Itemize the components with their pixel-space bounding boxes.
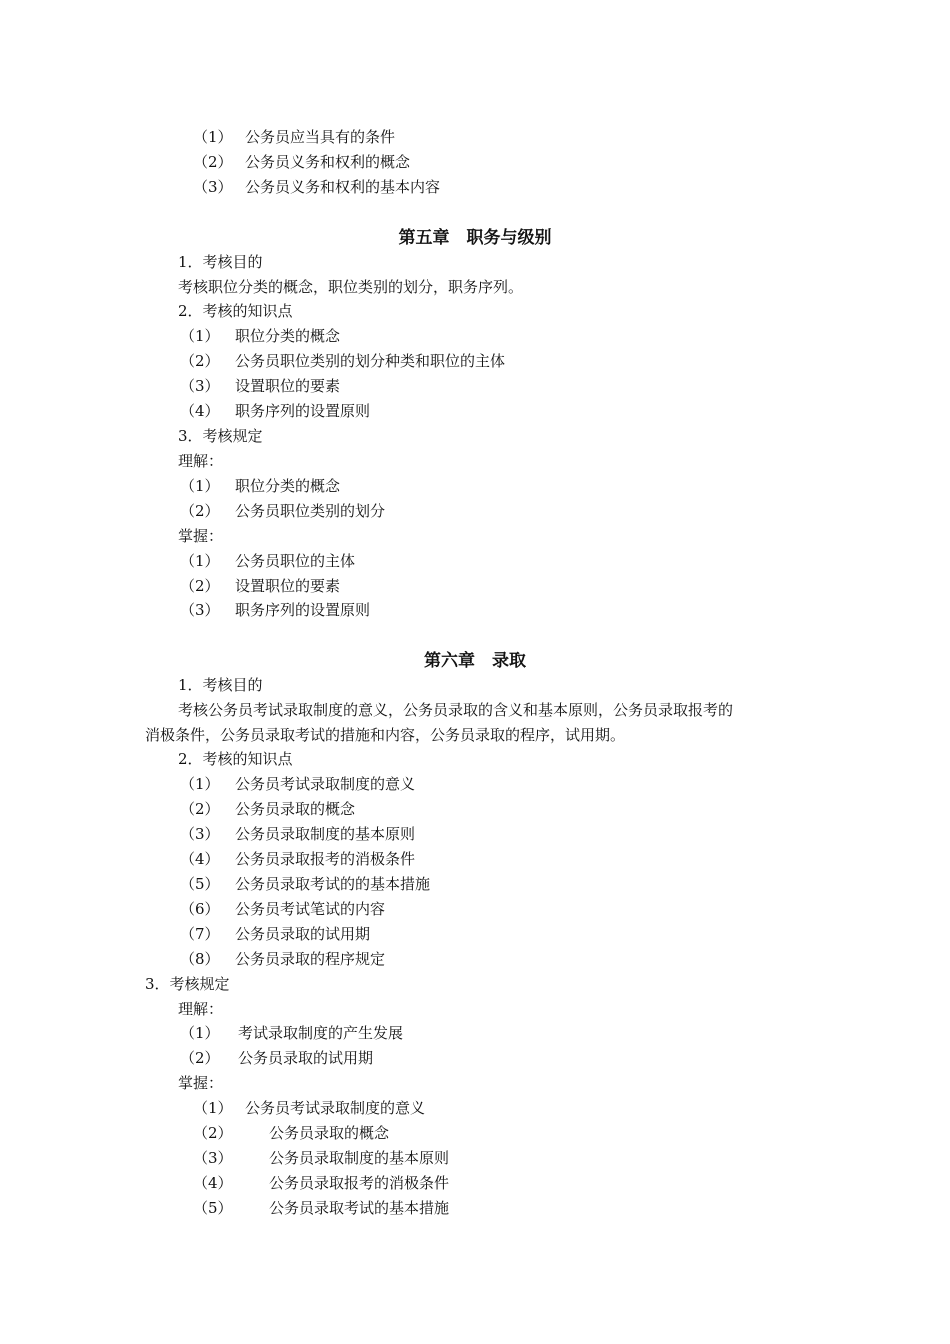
item-text: 公务员录取的概念 [269,1124,390,1142]
item-text: 公务员录取的试用期 [235,925,371,943]
ch5-understand-label: 理解： [178,452,224,470]
item-number: （4） [180,402,220,420]
item-number: （1） [193,1099,233,1117]
item-number: （7） [180,925,220,943]
item-text: 公务员录取制度的基本原则 [269,1149,450,1167]
ch6-section-2: 2．考核的知识点 [178,750,293,768]
item-text: 公务员录取考试的基本措施 [269,1199,450,1217]
item-text: 公务员职位的主体 [235,552,356,570]
item-number: （2） [180,502,220,520]
item-number: （1） [180,552,220,570]
item-number: （3） [193,178,233,196]
item-number: （1） [193,128,233,146]
item-text: 职务序列的设置原则 [235,601,371,619]
item-number: （3） [193,1149,233,1167]
ch6-section-1: 1．考核目的 [178,676,263,694]
item-text: 公务员录取考试的的基本措施 [235,875,431,893]
item-number: （5） [180,875,220,893]
item-text: 公务员录取报考的消极条件 [269,1174,450,1192]
ch6-master-label: 掌握： [178,1074,224,1092]
item-number: （2） [193,1124,233,1142]
item-text: 职位分类的概念 [235,477,341,495]
ch5-section-1: 1．考核目的 [178,253,263,271]
item-number: （5） [193,1199,233,1217]
item-number: （2） [180,352,220,370]
item-number: （2） [193,153,233,171]
item-text: 公务员录取的试用期 [238,1049,374,1067]
item-number: （2） [180,800,220,818]
item-number: （1） [180,327,220,345]
item-text: 公务员录取制度的基本原则 [235,825,416,843]
item-text: 公务员义务和权利的概念 [245,153,411,171]
item-number: （1） [180,775,220,793]
item-number: （2） [180,577,220,595]
ch5-section-3: 3．考核规定 [178,427,263,445]
item-text: 公务员义务和权利的基本内容 [245,178,441,196]
ch6-purpose-line1: 考核公务员考试录取制度的意义，公务员录取的含义和基本原则，公务员录取报考的 [178,701,734,719]
item-text: 公务员录取的程序规定 [235,950,386,968]
item-number: （4） [180,850,220,868]
item-number: （6） [180,900,220,918]
item-text: 职务序列的设置原则 [235,402,371,420]
chapter6-title: 第六章 录取 [424,651,526,671]
item-text: 设置职位的要素 [235,377,341,395]
item-number: （3） [180,825,220,843]
item-text: 公务员考试录取制度的意义 [235,775,416,793]
item-text: 设置职位的要素 [235,577,341,595]
item-text: 公务员应当具有的条件 [245,128,396,146]
item-text: 公务员职位类别的划分 [235,502,386,520]
item-number: （4） [193,1174,233,1192]
item-number: （2） [180,1049,220,1067]
item-number: （3） [180,601,220,619]
item-text: 职位分类的概念 [235,327,341,345]
ch5-section-2: 2．考核的知识点 [178,302,293,320]
item-text: 公务员录取的概念 [235,800,356,818]
item-text: 公务员考试录取制度的意义 [245,1099,426,1117]
ch6-section-3: 3．考核规定 [145,975,230,993]
ch6-understand-label: 理解： [178,1000,224,1018]
chapter5-title: 第五章 职务与级别 [398,228,552,248]
item-number: （1） [180,477,220,495]
item-number: （1） [180,1024,220,1042]
ch5-master-label: 掌握： [178,527,224,545]
item-text: 公务员录取报考的消极条件 [235,850,416,868]
ch6-purpose-line2: 消极条件，公务员录取考试的措施和内容，公务员录取的程序，试用期。 [145,726,626,744]
item-number: （3） [180,377,220,395]
item-text: 公务员考试笔试的内容 [235,900,386,918]
item-text: 考试录取制度的产生发展 [238,1024,404,1042]
item-number: （8） [180,950,220,968]
ch5-purpose: 考核职位分类的概念，职位类别的划分，职务序列。 [178,278,524,296]
item-text: 公务员职位类别的划分种类和职位的主体 [235,352,506,370]
